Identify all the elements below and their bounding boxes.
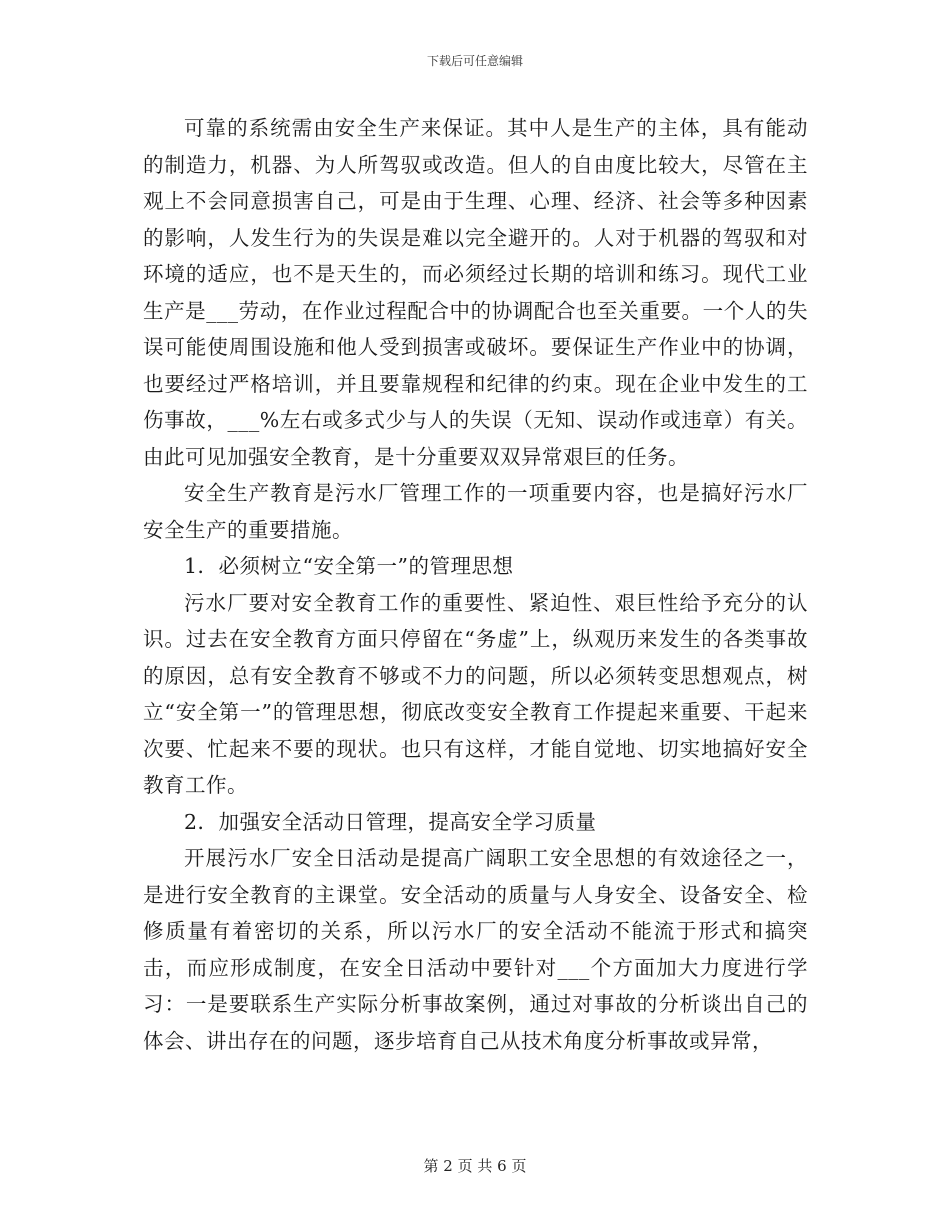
- paragraph-human-factors: 可靠的系统需由安全生产来保证。其中人是生产的主体，具有能动的制造力，机器、为人所驾驭或改造。但人的自由度比较大，尽管在主观上不会同意损害自己，可是由于生理、心理、经济、社会等多种因素的影响，人发生行为的失误是难以完全避开的。人对于机器的驾驭和对环境的适应，也不是天生的，而必须经过长期的培训和练习。现代工业生产是___劳动，在作业过程配合中的协调配合也至关重要。一个人的失误可能使周围设施和他人受到损害或破坏。要保证生产作业中的协调，也要经过严格培训，并且要靠规程和纪律的约束。现在企业中发生的工伤事故，___%左右或多式少与人的失误（无知、误动作或违章）有关。由此可见加强安全教育，是十分重要双双异常艰巨的任务。: [143, 116, 808, 469]
- paragraph-safety-first: 污水厂要对安全教育工作的重要性、紧迫性、艰巨性给予充分的认识。过去在安全教育方面只停留在“务虚”上，纵观历来发生的各类事故的原因，总有安全教育不够或不力的问题，所以必须转变思想观点，树立“安全第一”的管理思想，彻底改变安全教育工作提起来重要、干起来次要、忙起来不要的现状。也只有这样，才能自觉地、切实地搞好安全教育工作。: [143, 590, 808, 797]
- page-header: 下载后可任意编辑: [426, 54, 523, 68]
- paragraph-safety-activity-day: 开展污水厂安全日活动是提高广阔职工安全思想的有效途径之一，是进行安全教育的主课堂。安全活动的质量与人身安全、设备安全、检修质量有着密切的关系，所以污水厂的安全活动不能流于形式和搞突击，而应形成制度，在安全日活动中要针对___个方面加大力度进行学习：一是要联系生产实际分析事故案例，通过对事故的分析谈出自己的体会、讲出存在的问题，逐步培育自己从技术角度分析事故或异常，: [143, 846, 808, 1053]
- document-body: [143, 110, 808, 1059]
- section-heading-2: 2．加强安全活动日管理，提高安全学习质量: [184, 809, 597, 834]
- section-heading-1: 1．必须树立“安全第一”的管理思想: [184, 554, 514, 578]
- paragraph-safety-education-intro: 安全生产教育是污水厂管理工作的一项重要内容，也是搞好污水厂安全生产的重要措施。: [143, 481, 808, 542]
- page-number: 第 2 页 共 6 页: [423, 1157, 527, 1175]
